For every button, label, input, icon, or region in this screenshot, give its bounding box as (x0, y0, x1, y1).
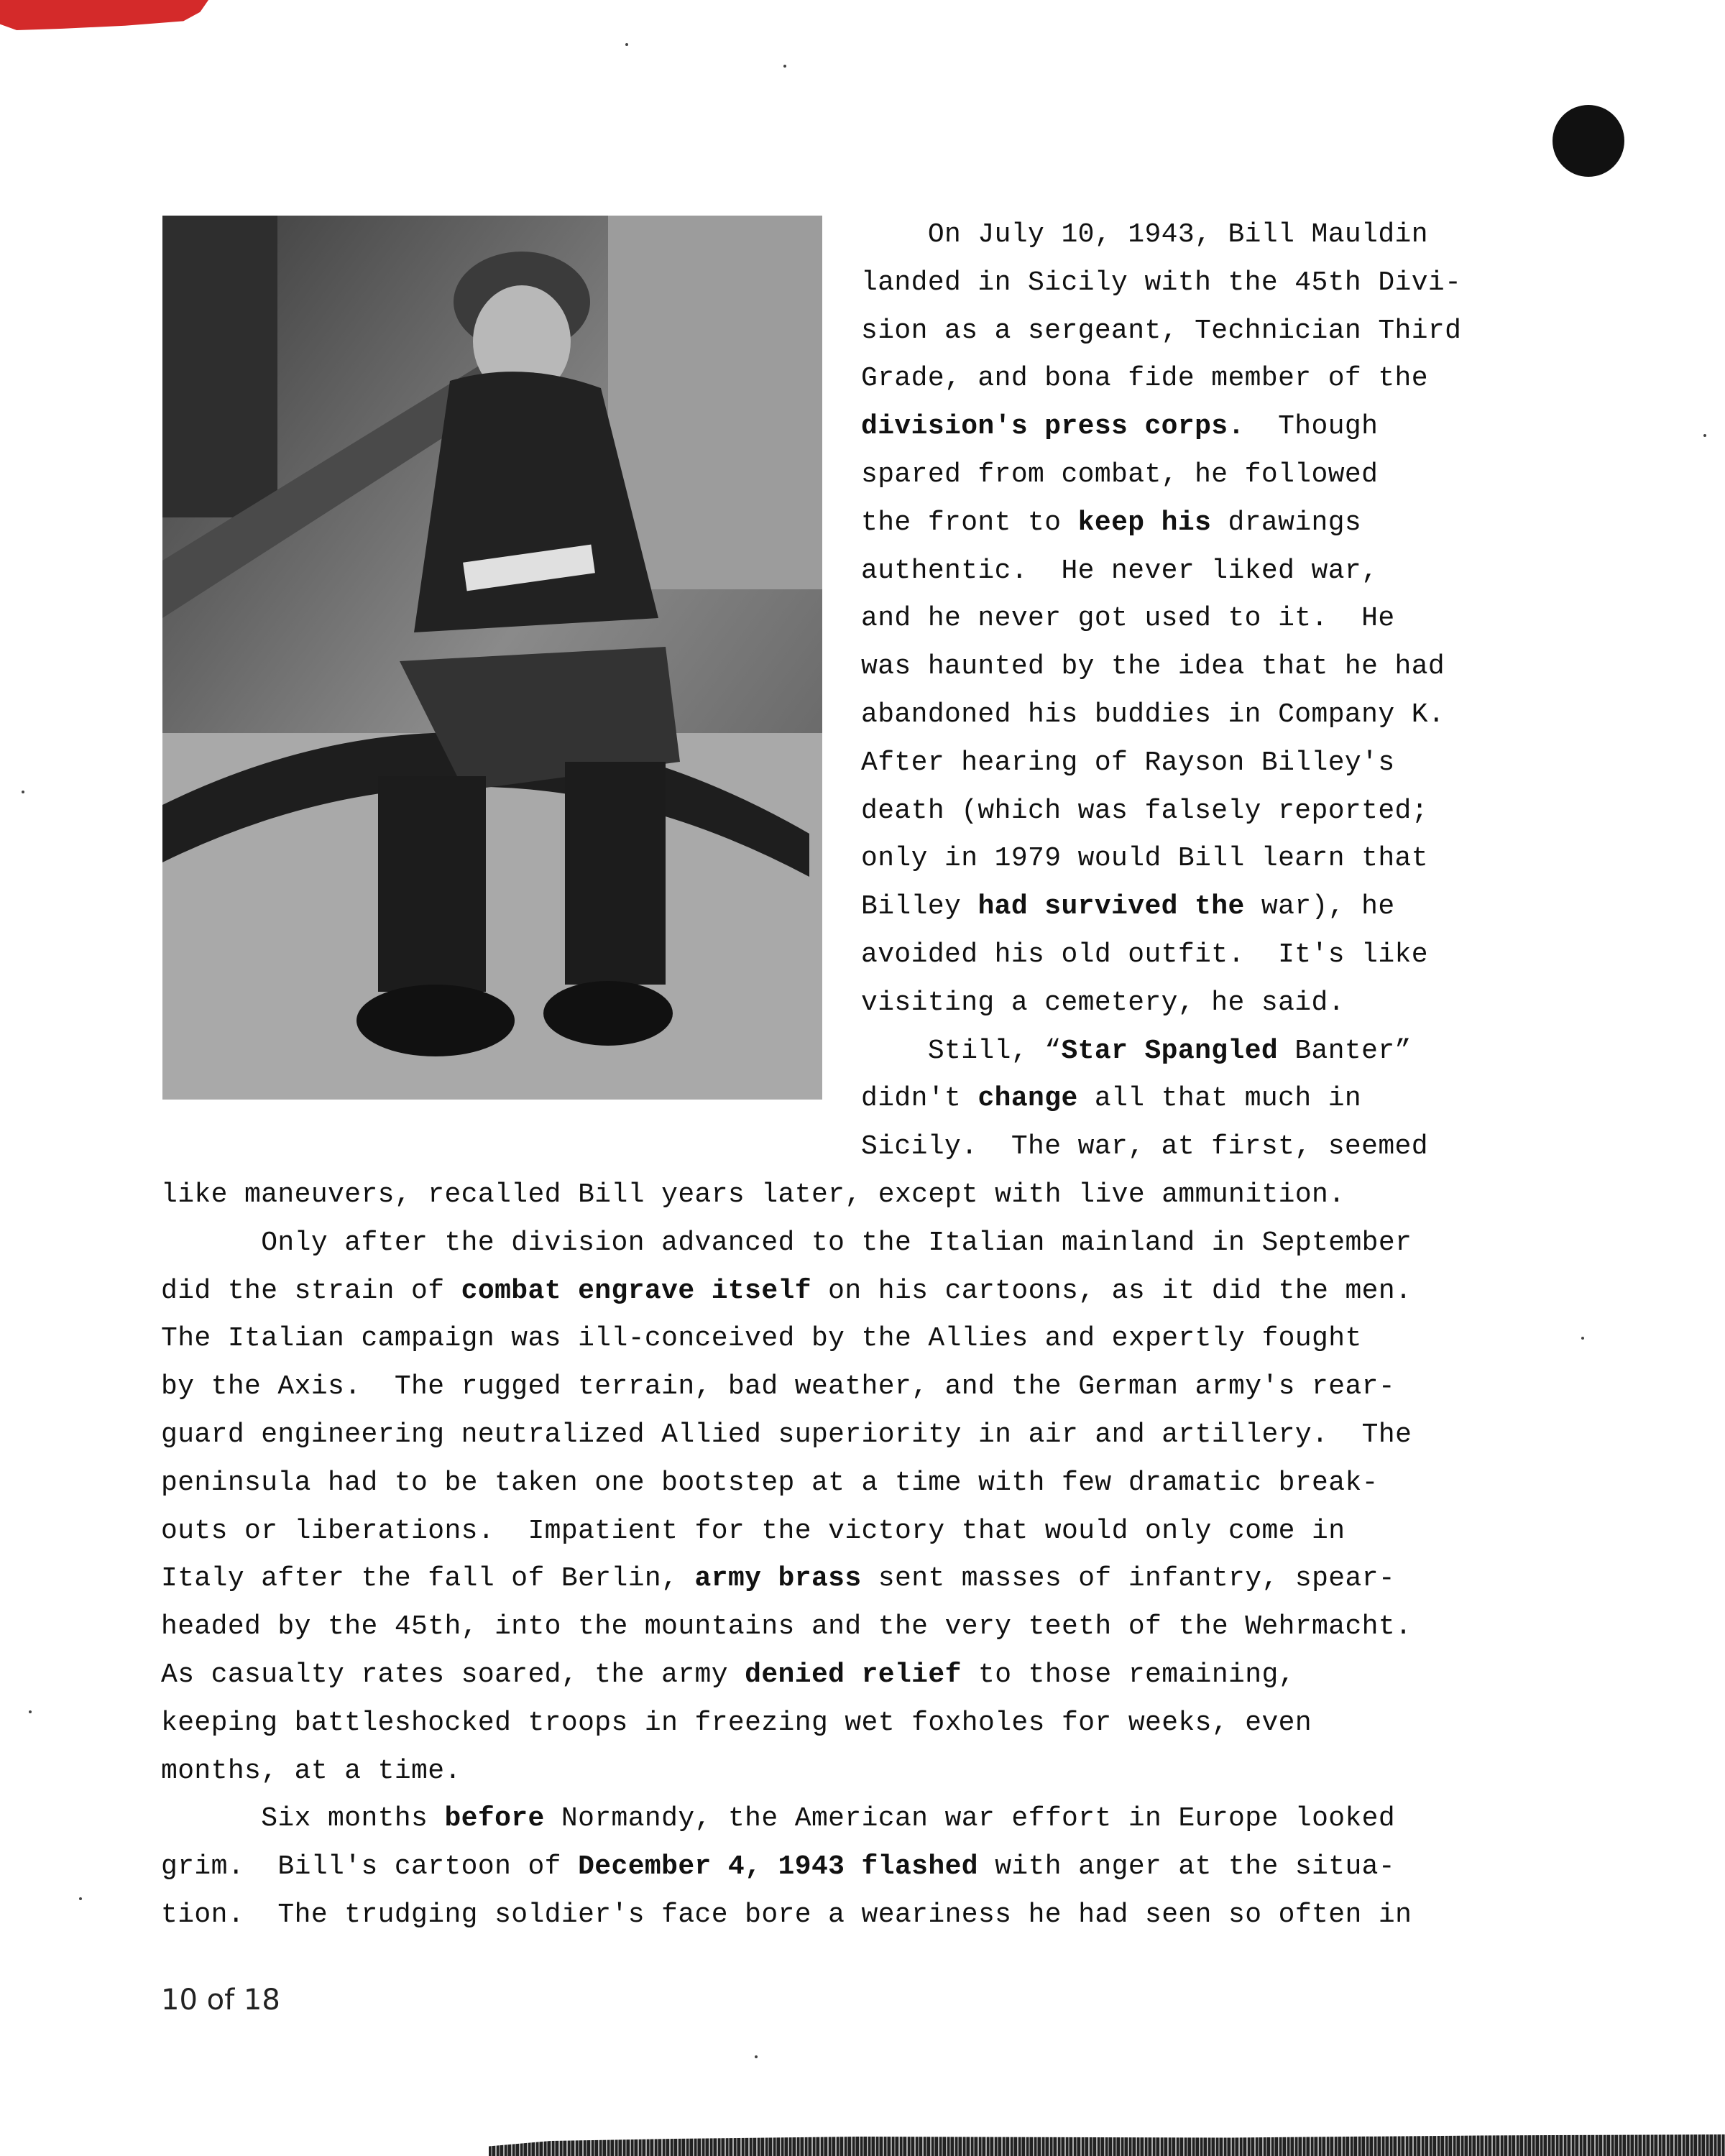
bold-text-segment: army brass (694, 1563, 862, 1595)
text-segment: all that much in (1077, 1083, 1362, 1115)
text-line (861, 555, 1379, 586)
text-segment: abandoned his buddies in Company K. (861, 699, 1445, 730)
bold-text-segment: before (444, 1803, 545, 1835)
text-segment: like maneuvers, recalled Bill years later, except with live ammunition. (161, 1179, 1346, 1210)
text-segment: Though (1244, 411, 1379, 443)
text-line (861, 987, 1345, 1018)
text-line (161, 1515, 1346, 1547)
text-line (861, 507, 1362, 538)
text-segment: authentic. He never liked war, (861, 555, 1379, 586)
text-segment: the front to (861, 507, 1078, 538)
text-segment: The Italian campaign was ill-conceived by the Allies and expertly fought (161, 1323, 1362, 1355)
text-line (861, 461, 1378, 489)
text-segment: avoided his old outfit. It's like (861, 939, 1428, 970)
text-segment: As casualty rates soared, the army (161, 1659, 745, 1690)
text-segment: Normandy, the American war effort in Europe looked (544, 1803, 1396, 1835)
soldier-photo (162, 216, 822, 1100)
text-line (161, 1613, 1412, 1641)
text-segment: sion as a sergeant, Technician Third (861, 315, 1462, 346)
text-segment: Grade, and bona fide member of the (861, 363, 1428, 395)
text-segment: on his cartoons, as it did the men. (811, 1275, 1412, 1307)
text-segment: sent masses of infantry, spear- (861, 1563, 1396, 1595)
bold-text-segment: keep his (1077, 507, 1212, 538)
text-line (161, 1227, 1412, 1258)
bold-text-segment: change (978, 1083, 1078, 1115)
text-segment: keeping battleshocked troops in freezing wet foxholes for weeks, even (161, 1707, 1312, 1738)
text-line (161, 1325, 1362, 1353)
soldier-photo-illustration (162, 216, 822, 1100)
text-line (861, 1133, 1428, 1161)
bold-text-segment: combat engrave itself (461, 1275, 811, 1307)
text-line (861, 603, 1395, 635)
text-segment: headed by the 45th, into the mountains and the very teeth of the Wehrmacht. (161, 1611, 1412, 1643)
text-segment: landed in Sicily with the 45th Divi- (861, 267, 1462, 298)
text-segment: spared from combat, he followed (861, 459, 1379, 490)
text-segment: visiting a cemetery, he said. (861, 987, 1345, 1018)
text-segment: Billey (861, 891, 978, 923)
text-segment: guard engineering neutralized Allied superiority in air and artillery. The (161, 1419, 1412, 1450)
text-line (861, 843, 1428, 875)
text-segment: Sicily. The war, at first, seemed (861, 1131, 1428, 1163)
text-segment: grim. Bill's cartoon of (161, 1851, 579, 1883)
scan-noise-band (489, 2134, 1725, 2156)
text-line (861, 1083, 1362, 1115)
text-line (861, 1035, 1412, 1067)
text-segment: death (which was falsely reported; (861, 795, 1428, 826)
text-segment: Italy after the fall of Berlin, (161, 1563, 695, 1595)
text-segment: tion. The trudging soldier's face bore a weariness he had seen so often in (161, 1899, 1412, 1930)
text-segment: with anger at the situa- (978, 1851, 1396, 1883)
punch-hole (1552, 105, 1624, 177)
text-segment: Only after the division advanced to the Italian mainland in September (161, 1227, 1412, 1258)
text-segment: On July 10, 1943, Bill Mauldin (861, 219, 1428, 250)
text-segment: peninsula had to be taken one bootstep at a time with few dramatic break- (161, 1467, 1379, 1498)
red-ink-mark (0, 0, 208, 30)
text-segment: Still, “ (861, 1035, 1062, 1067)
text-segment: After hearing of Rayson Billey's (861, 747, 1395, 778)
text-segment: Banter” (1278, 1035, 1412, 1067)
text-line (861, 221, 1428, 249)
text-line (161, 1805, 1395, 1833)
text-segment: to those remaining, (961, 1659, 1295, 1690)
text-line (861, 701, 1445, 729)
text-segment: didn't (861, 1083, 978, 1115)
text-line (161, 1853, 1395, 1881)
text-line (861, 795, 1428, 826)
text-segment: did the strain of (161, 1275, 461, 1307)
text-line (161, 1419, 1412, 1450)
text-segment: by the Axis. The rugged terrain, bad weather, and the German army's rear- (161, 1371, 1396, 1403)
bold-text-segment: division's press corps. (861, 411, 1245, 443)
text-line (861, 413, 1378, 441)
text-segment: drawings (1211, 507, 1362, 538)
text-line (161, 1659, 1295, 1690)
bold-text-segment: December 4, 1943 flashed (578, 1851, 978, 1883)
text-line (161, 1467, 1379, 1498)
text-segment: and he never got used to it. He (861, 603, 1395, 635)
text-line (161, 1565, 1395, 1593)
bold-text-segment: denied relief (745, 1659, 962, 1690)
text-line (861, 363, 1428, 395)
text-segment: months, at a time. (161, 1755, 461, 1787)
bold-text-segment: had survived the (978, 891, 1245, 923)
text-line (861, 653, 1445, 681)
text-line (161, 1755, 461, 1787)
text-segment: only in 1979 would Bill learn that (861, 843, 1428, 875)
text-line (161, 1707, 1312, 1738)
text-line (861, 315, 1462, 346)
text-line (161, 1275, 1412, 1307)
page-indicator: 10 of 18 (161, 1984, 280, 2017)
text-line (861, 893, 1395, 921)
text-line (861, 941, 1428, 969)
text-segment: Six months (161, 1803, 445, 1835)
text-line (861, 267, 1462, 298)
text-line (861, 747, 1395, 778)
bold-text-segment: Star Spangled (1061, 1035, 1279, 1067)
text-line (161, 1373, 1395, 1401)
text-segment: war), he (1244, 891, 1395, 923)
text-line (161, 1181, 1345, 1209)
text-line (161, 1899, 1412, 1930)
text-segment: was haunted by the idea that he had (861, 651, 1445, 683)
text-segment: outs or liberations. Impatient for the victory that would only come in (161, 1515, 1346, 1547)
